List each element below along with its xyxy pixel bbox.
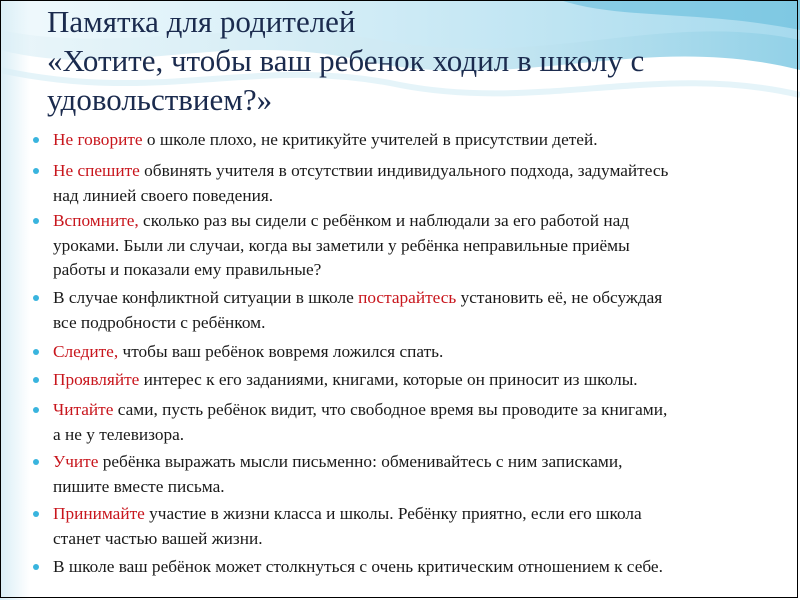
page-title bbox=[47, 2, 787, 119]
item-text: чтобы ваш ребёнок вовремя ложился спать. bbox=[118, 342, 444, 361]
item-text-line-2: над линией своего поведения. bbox=[53, 185, 274, 205]
bullet-icon bbox=[33, 295, 39, 301]
item-text: обвинять учителя в отсутствии индивидуального подхода, задумайтесь bbox=[139, 161, 669, 180]
item-text: сами, пусть ребёнок видит, что свободное время вы проводите за книгами, bbox=[113, 400, 668, 419]
item-text-line-3: работы и показали ему правильные? bbox=[53, 260, 322, 279]
bullet-icon bbox=[33, 137, 39, 143]
bullet-icon bbox=[33, 349, 39, 355]
item-text-line-2: уроками. Были ли случаи, когда вы заметили у ребёнка неправильные приёмы bbox=[53, 235, 630, 255]
bullet-icon bbox=[33, 564, 39, 570]
bullet-icon bbox=[33, 168, 39, 174]
item-text: В школе ваш ребёнок может столкнуться с очень критическим отношением к себе. bbox=[53, 557, 663, 576]
title-line-2: «Хотите, чтобы ваш ребенок ходил в школу с bbox=[47, 43, 645, 78]
item-text-pre: В случае конфликтной ситуации в школе bbox=[53, 288, 359, 307]
highlight-verb: Следите, bbox=[53, 342, 119, 361]
highlight-verb: Читайте bbox=[53, 400, 114, 419]
item-text-line-2: пишите вместе письма. bbox=[53, 476, 225, 496]
item-text: участие в жизни класса и школы. Ребёнку приятно, если его школа bbox=[144, 504, 642, 523]
left-edge-gradient bbox=[0, 0, 30, 600]
title-line-3: удовольствием?» bbox=[47, 82, 273, 117]
bullet-icon bbox=[33, 407, 39, 413]
highlight-verb: Учите bbox=[53, 452, 99, 471]
highlight-verb: постарайтесь bbox=[358, 288, 457, 307]
highlight-verb: Вспомните, bbox=[53, 211, 139, 230]
title-line-1: Памятка для родителей bbox=[47, 4, 356, 39]
highlight-verb: Принимайте bbox=[53, 504, 145, 523]
item-text-line-2: а не у телевизора. bbox=[53, 424, 185, 444]
highlight-verb: Проявляйте bbox=[53, 370, 140, 389]
item-text-line-2: все подробности с ребёнком. bbox=[53, 312, 266, 332]
bullet-icon bbox=[33, 218, 39, 224]
bullet-icon bbox=[33, 511, 39, 517]
highlight-verb: Не спешите bbox=[53, 161, 140, 180]
bullet-icon bbox=[33, 377, 39, 383]
item-text: сколько раз вы сидели с ребёнком и наблюдали за его работой над bbox=[138, 211, 630, 230]
item-text-post: установить её, не обсуждая bbox=[456, 288, 663, 307]
item-text-line-2: станет частью вашей жизни. bbox=[53, 528, 263, 548]
item-text: о школе плохо, не критикуйте учителей в присутствии детей. bbox=[142, 130, 598, 149]
item-text: интерес к его заданиями, книгами, которые он приносит из школы. bbox=[139, 370, 638, 389]
bullet-icon bbox=[33, 459, 39, 465]
item-text: ребёнка выражать мысли письменно: обменивайтесь с ним записками, bbox=[98, 452, 623, 471]
highlight-verb: Не говорите bbox=[53, 130, 143, 149]
